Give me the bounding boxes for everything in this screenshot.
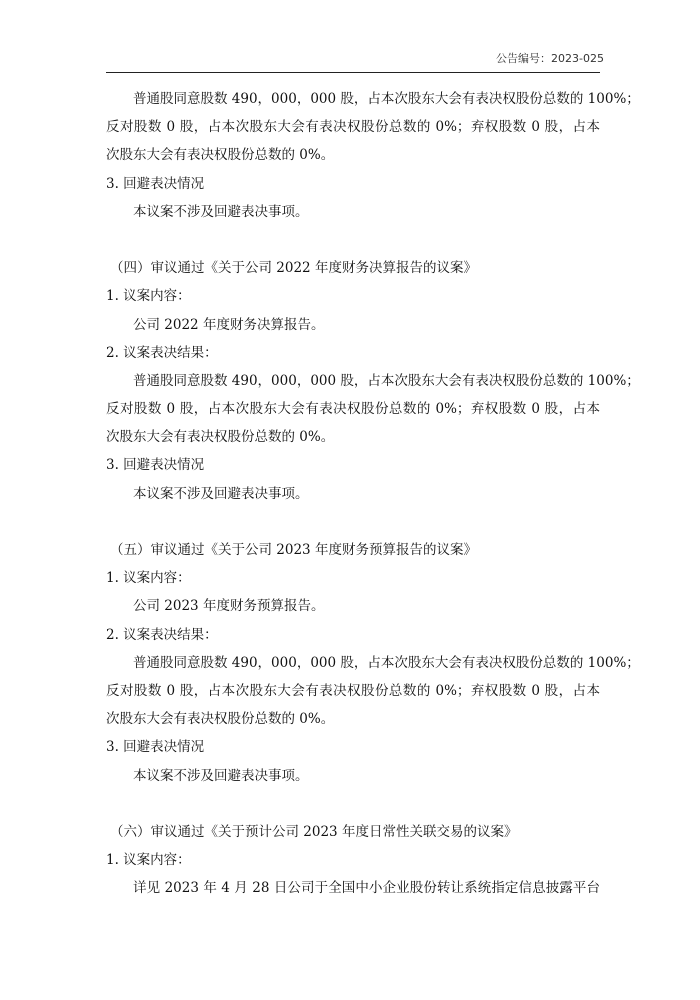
vote-result-line: 普通股同意股数 490，000，000 股，占本次股东大会有表决权股份总数的 100%； [133,654,640,671]
section-subtitle: 3. 回避表决情况 [106,739,205,756]
motion-heading: （四）审议通过《关于公司 2022 年度财务决算报告的议案》 [110,260,477,277]
vote-result-line: 普通股同意股数 490，000，000 股，占本次股东大会有表决权股份总数的 100%； [133,372,640,389]
document-body [106,85,640,902]
vote-result-line: 次股东大会有表决权股份总数的 0%。 [106,711,335,728]
spacer [106,508,606,536]
section-subtitle: 1. 议案内容： [106,288,191,305]
section-subtitle: 3. 回避表决情况 [106,457,205,474]
paragraph-text: 本议案不涉及回避表决事项。 [133,767,309,784]
paragraph-text: 本议案不涉及回避表决事项。 [133,203,309,220]
section-subtitle: 1. 议案内容： [106,570,191,587]
vote-result-line: 反对股数 0 股，占本次股东大会有表决权股份总数的 0%；弃权股数 0 股，占本 [106,682,600,699]
spacer [106,226,606,254]
vote-result-line: 次股东大会有表决权股份总数的 0%。 [106,429,335,446]
motion-heading: （五）审议通过《关于公司 2023 年度财务预算报告的议案》 [110,542,477,558]
paragraph-text: 详见 2023 年 4 月 28 日公司于全国中小企业股份转让系统指定信息披露平台 [133,880,600,897]
motion-heading: （六）审议通过《关于预计公司 2023 年度日常性关联交易的议案》 [110,823,518,840]
vote-result-line: 反对股数 0 股，占本次股东大会有表决权股份总数的 0%；弃权股数 0 股，占本 [106,119,600,136]
vote-result-line: 次股东大会有表决权股份总数的 0%。 [106,147,335,164]
paragraph-text: 公司 2023 年度财务预算报告。 [133,598,325,615]
header-divider [106,72,600,73]
paragraph-text: 本议案不涉及回避表决事项。 [133,485,309,502]
spacer [106,790,606,818]
section-subtitle: 1. 议案内容： [106,852,191,869]
vote-result-line: 反对股数 0 股，占本次股东大会有表决权股份总数的 0%；弃权股数 0 股，占本 [106,401,600,418]
notice-number: 公告编号：2023-025 [496,52,604,65]
section-subtitle: 3. 回避表决情况 [106,175,205,192]
paragraph-text: 公司 2022 年度财务决算报告。 [133,316,325,333]
section-subtitle: 2. 议案表决结果： [106,344,218,361]
section-subtitle: 2. 议案表决结果： [106,626,218,643]
vote-result-line: 普通股同意股数 490，000，000 股，占本次股东大会有表决权股份总数的 100%； [133,91,640,107]
